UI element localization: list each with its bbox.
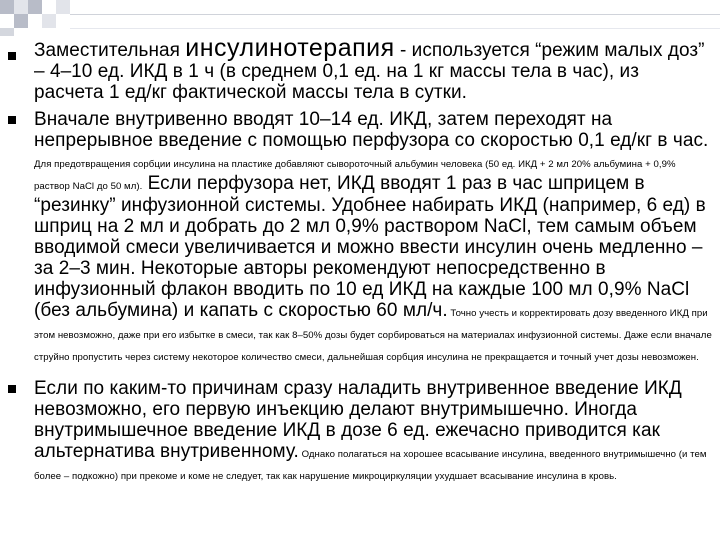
item2-note-a: Для предотвращения сорбции инсулина на пластике добавляют сывороточный альбумин человека (50 ед. ИКД + 2 мл 20% альбумина + 0,9% раствор NaCl до 50 мл).: [34, 159, 676, 192]
bullet-item-3: [0, 378, 720, 485]
bullet-square-icon: [8, 116, 16, 124]
item3-note: Однако полагаться на хорошее всасывание инсулина, введенного внутримышечно (и тем более – подкожно) при прекоме и коме не следует, так как нарушение микроциркуляции ухудшает всасывание инсулина в кровь.: [34, 449, 707, 482]
bullet-square-icon: [8, 385, 16, 393]
paragraph-1: [34, 34, 712, 103]
paragraph-3: [34, 378, 712, 485]
item1-text-b: - используется “режим малых доз” – 4–10 ед. ИКД в 1 ч (в среднем 0,1 ед. на 1 кг массы тела в час), из расчета 1 ед/кг фактической массы тела в сутки.: [34, 40, 705, 103]
bullet-item-1: [0, 34, 720, 103]
slide-body: [0, 34, 720, 538]
bullet-item-2: [0, 109, 720, 366]
bullet-square-icon: [8, 52, 16, 60]
item1-text-a: Заместительная: [34, 40, 186, 61]
item3-text-a: Если по каким-то причинам сразу наладить внутривенное введение ИКД невозможно, его первую инъекцию делают внутримышечно. Иногда внутримышечное введение ИКД в дозе 6 ед. ежечасно приводится как альтернатива внутривенному.: [34, 378, 682, 462]
item2-note-b: Точно учесть и корректировать дозу введенного ИКД при этом невозможно, даже при его избытке в смеси, так как 8–50% дозы будет сорбироваться на материалах инфузионной системы. Даже если вначале струйно пропустить через систему некоторое количество смеси, дальнейшая сорбция инсулина не прекращается и точный учет дозы невозможен.: [34, 308, 712, 363]
paragraph-2: [34, 109, 712, 366]
item2-text-b: Если перфузора нет, ИКД вводят 1 раз в час шприцем в “резинку” инфузионной системы. Удобнее набирать ИКД (например, 6 ед) в шприц на 2 мл и добрать до 2 мл 0,9% раствором NaCl, тем самым объем вводимой смеси увеличивается и можно ввести инсулин очень медленно – за 2–3 мин. Некоторые авторы рекомендуют непосредственно в инфузионный флакон вводить по 10 ед ИКД на каждые 100 мл 0,9% NaCl (без альбумина) и капать с скоростью 60 мл/ч.: [34, 173, 706, 321]
item1-term: инсулинотерапия: [185, 34, 395, 62]
item2-text-a: Вначале внутривенно вводят 10–14 ед. ИКД, затем переходят на непрерывное введение с помощью перфузора со скоростью 0,1 ед/кг в час.: [34, 109, 709, 151]
